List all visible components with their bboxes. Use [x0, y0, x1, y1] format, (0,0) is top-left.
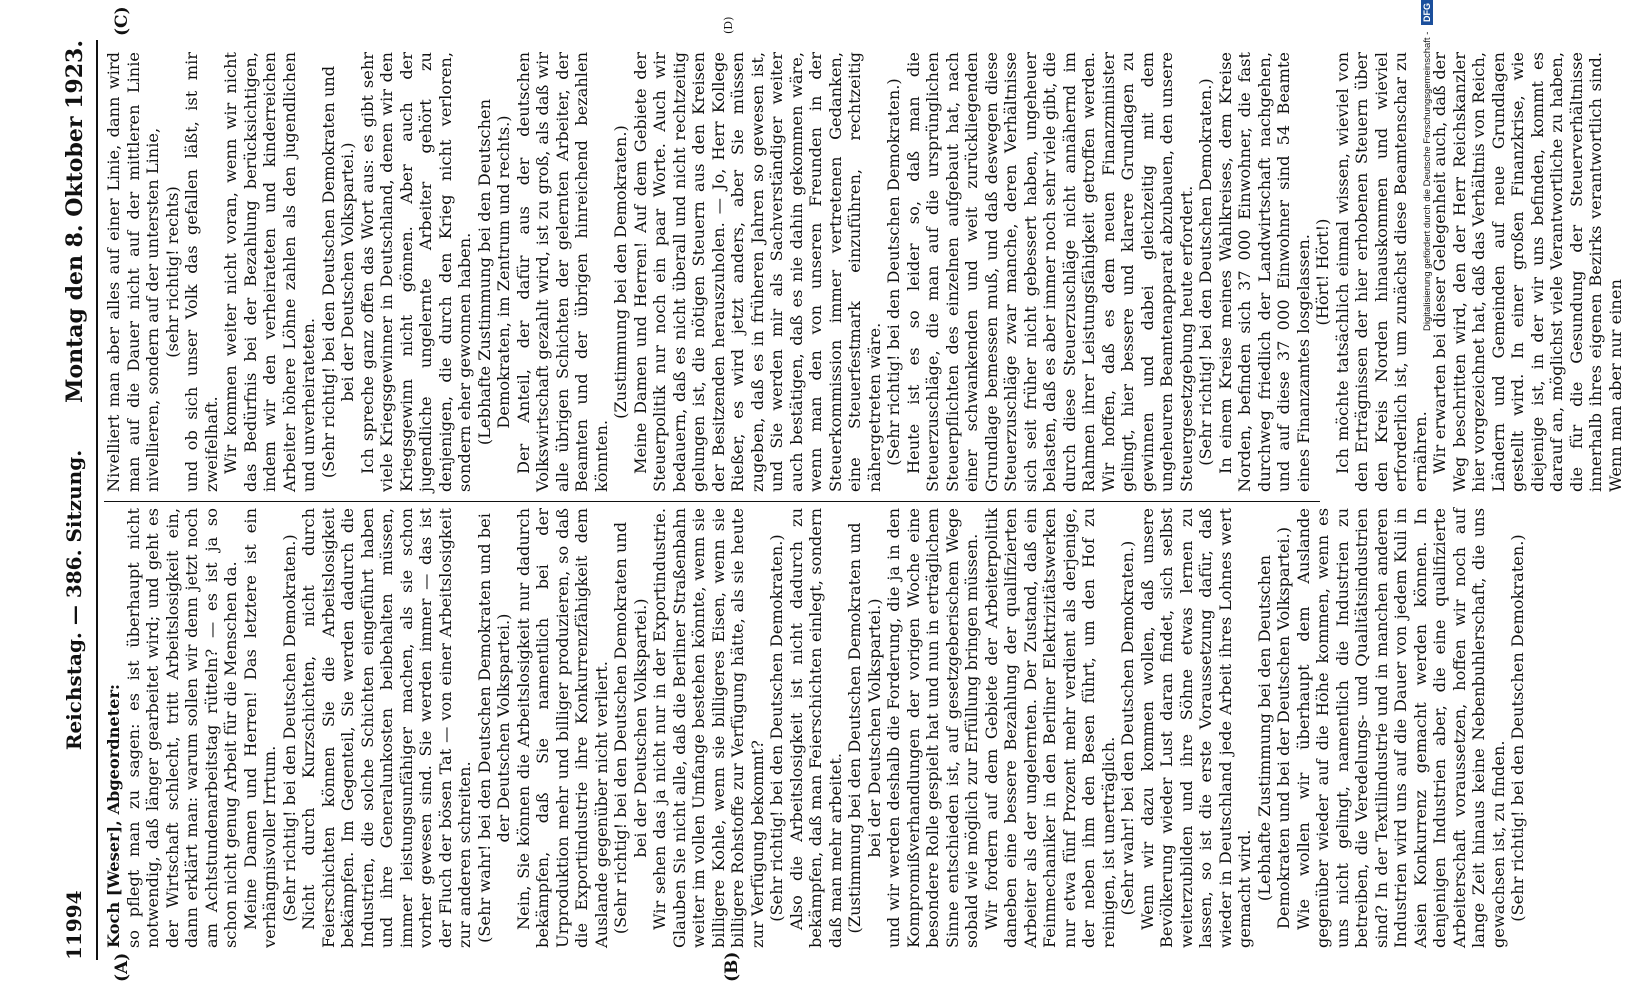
interjection: (Zustimmung bei den Deutschen Demokraten und bei der Deutschen Volkspartei.) — [845, 522, 884, 934]
credit-text: Digitalisierung gefördert durch die Deutsche Forschungsgemeinschaft - — [1422, 31, 1433, 332]
credit-line — [1420, 0, 1436, 994]
interjection: (Sehr wahr! bei den Deutschen Demokraten.) — [1118, 540, 1137, 916]
interjection: (Sehr richtig! bei den Deutschen Demokraten.) — [279, 534, 299, 922]
paragraph: Wir kommen weiter nicht voran, wenn wir nicht das Bedürfnis bei der Bezahlung berücksichtigen, indem wir den verheirateten und kinderreichen Arbeiter höhere Löhne zahlen als den jugendlichen und unverheirateten. — [221, 52, 318, 492]
paragraph: Wir fordern auf dem Gebiete der Arbeiterpolitik daneben eine bessere Bezahlung der qualifizierten Arbeiter als der ungelernten. Der Zustand, daß ein Feinmechaniker in den Berliner Elektrizitätswerken nur etwa fünf Prozent mehr verdient als derjenige, der neben ihm den Besen führt, um den Hof zu reinigen, ist unerträglich. — [981, 508, 1118, 948]
dfg-logo: DFG — [1421, 0, 1433, 25]
session-title: Reichstag. — 386. Sitzung. — [62, 449, 86, 751]
paragraph: Wir sehen das ja nicht nur in der Exportindustrie. Glauben Sie nicht alle, daß die Berliner Straßenbahn weiter im vollen Umfange bestehen könnte, wenn sie billigere Kohle, wenn sie billigeres Eisen, wenn sie billigere Rohstoffe zur Verfügung hätte, als sie heute zur Verfügung bekommt? — [650, 508, 767, 948]
left-column — [104, 508, 1527, 948]
interjection: (Sehr richtig! bei den Deutschen Demokraten.) — [1508, 534, 1527, 922]
column-divider — [104, 501, 1320, 502]
paragraph: Wie wollen wir überhaupt dem Auslande gegenüber wieder auf die Höhe kommen, wenn es uns nicht gelingt, namentlich die Industrien zu betreiben, die Veredelungs- und Qualitätsindustrien sind? In der Textilindustrie und in manchen anderen Industrien wird uns auf die Dauer von jedem Kuli in Asien Konkurrenz gemacht werden können. In denjenigen Industrien aber, die eine qualifizierte Arbeiterschaft voraussetzen, hoffen wir noch auf lange Zeit hinaus keine Nebenbuhlerschaft, die uns gewachsen ist, zu finden. — [1293, 508, 1508, 948]
paragraph: Meine Damen und Herren! Auf dem Gebiete der Steuerpolitik nur noch ein paar Worte. Auch wir bedauern, daß es nicht überall und nicht rechtzeitig gelungen ist, die nötigen Steuern aus den Kreisen der Besitzenden herauszuholen. — Jo, Herr Kollege Rießer, es wird jetzt anders, aber Sie müssen zugeben, daß es in früheren Jahren so gewesen ist, und Sie werden mir als Sachverständiger weiter auch bestätigen, daß es nie dahin gekommen wäre, wenn man den von unseren Freunden in der Steuerkommission immer vertretenen Gedanken, eine Steuerfestmark einzuführen, rechtzeitig nähergetreten wäre. — [630, 52, 884, 492]
paragraph: Meine Damen und Herren! Das letztere ist ein verhängnisvoller Irrtum. — [240, 508, 279, 948]
speaker-label — [104, 508, 124, 948]
interjection: (Sehr richtig! bei den Deutschen Demokraten.) — [1196, 78, 1215, 466]
paragraph: Der Anteil, der dafür aus der deutschen Volkswirtschaft gezahlt wird, ist zu groß, als daß wir alle übrigen Schichten der gelernten Arbeiter, der Beamten und der übrigen hinreichend bezahlen könnten. — [513, 52, 611, 492]
margin-letter-d: (D) — [722, 16, 735, 34]
paragraph: Nein, Sie können die Arbeitslosigkeit nur dadurch bekämpfen, daß Sie namentlich bei der Urproduktion mehr und billiger produzieren, so daß die Exportindustrie ihre Konkurrenzfähigkeit dem Auslande gegenüber nicht verliert. — [513, 508, 611, 948]
paragraph: Ich spreche ganz offen das Wort aus: es gibt sehr viele Kriegsgewinner in Deutschland, denen wir den Kriegsgewinn nicht gönnen. Aber auch der jugendliche ungelernte Arbeiter gehört zu denjenigen, die durch den Krieg nicht verloren, sondern eher gewonnen haben. — [357, 52, 474, 492]
interjection: (Hört! Hört!) — [1313, 218, 1332, 326]
interjection: (sehr richtig! rechts) — [162, 186, 182, 358]
page-header — [56, 40, 92, 960]
digitization-credit — [1418, 0, 1434, 1000]
paragraph: Heute ist es so leider so, daß man die Steuerzuschläge, die man auf die ursprünglichen Steuerpflichten des einzelnen aufgebaut hat, nach einer schwankenden und weit zurückliegenden Grundlage bemessen muß, und daß deswegen diese Steuerzuschläge zwar manche, deren Verhältnisse sich seit früher nicht gebessert haben, ungeheuer belasten, daß es aber immer noch sehr viele gibt, die durch diese Steuerzuschläge nicht annähernd im Rahmen ihrer Leistungsfähigkeit getroffen werden. Wir hoffen, daß es dem neuen Finanzminister gelingt, hier bessere und klarere Grundlagen zu gewinnen und dabei gleichzeitig mit dem ungeheuren Beamtenapparat abzubauen, den unsere Steuergesetzgebung heute erfordert. — [903, 52, 1196, 492]
session-date: Montag den 8. Oktober 1923. — [62, 40, 88, 403]
paragraph: Nicht durch Kurzschichten, nicht durch Feierschichten können Sie die Arbeitslosigkeit bekämpfen. Im Gegenteil, Sie werden dadurch die Industrien, die solche Schichten eingeführt haben und ihre Generalunkosten beibehalten müssen, immer leistungsunfähiger machen, als sie schon vorher gewesen sind. Sie werden immer — das ist der Fluch der bösen Tat — von einer Arbeitslosigkeit zur anderen schreiten. — [299, 508, 474, 948]
paragraph: In einem Kreise meines Wahlkreises, dem Kreise Norden, befinden sich 37 000 Einwohner, die fast durchweg friedlich der Landwirtschaft nachgehen, und auf diese 37 000 Einwohner sind 54 Beamte eines Finanzamtes losgelassen. — [1215, 52, 1313, 492]
interjection: (Sehr richtig! bei den Deutschen Demokraten und bei der Deutschen Volkspartei.) — [318, 65, 357, 479]
margin-letter-c: (C) — [112, 6, 132, 36]
interjection: (Zustimmung bei den Demokraten.) — [611, 125, 630, 419]
speaker-name: Koch [Weser], Abgeordneter: — [104, 684, 123, 948]
interjection: (Lebhafte Zustimmung bei den Deutschen Demokraten, im Zentrum und rechts.) — [474, 98, 513, 446]
margin-letter-b: (B) — [722, 951, 742, 982]
header-rule — [96, 40, 98, 960]
paragraph: Wir erwarten bei dieser Gelegenheit auch, daß der Weg beschritten wird, den der Herr Reichskanzler hier vorgezeichnet hat, daß das Verhältnis von Reich, Ländern und Gemeinden auf neue Grundlagen gestellt wird. In einer großen Finanzkrise, wie diejenige ist, in der wir uns befinden, kommt es darauf an, möglichst viele Verantwortliche zu haben, die für die Gesundung der Steuerverhältnisse innerhalb ihres eigenen Bezirks verantwortlich sind. Wenn man aber nur einen — [1430, 52, 1625, 492]
paragraph: Wenn wir dazu kommen wollen, daß unsere Bevölkerung wieder Lust daran findet, sich selbst weiterzubilden und ihre Söhne etwas lernen zu lassen, so ist die erste Voraussetzung dafür, daß wieder in Deutschland jede Arbeit ihres Lohnes wert gemacht wird. — [1137, 508, 1254, 948]
paragraph: Also die Arbeitslosigkeit ist nicht dadurch zu bekämpfen, daß man Feierschichten einlegt, sondern daß man mehr arbeitet. — [786, 508, 845, 948]
interjection: (Lebhafte Zustimmung bei den Deutschen Demokraten und bei der Deutschen Volkspartei.) — [1254, 526, 1293, 930]
paragraph: Nivelliert man aber alles auf einer Linie, dann wird man auf die Dauer nicht auf der mittleren Linie nivellieren, sondern auf der untersten Linie, — [104, 52, 162, 492]
page-number: 11994 — [62, 890, 86, 960]
paragraph: und wir werden deshalb die Forderung, die ja in den Kompromißverhandlungen der vorigen Woche eine besondere Rolle gespielt hat und nun in erträglichem Sinne entschieden ist, auf gesetzgeberischem Wege sobald wie möglich zur Erfüllung bringen müssen. — [884, 508, 981, 948]
interjection: (Sehr wahr! bei den Deutschen Demokraten und bei der Deutschen Volkspartei.) — [474, 513, 513, 943]
paragraph: Ich möchte tatsächlich einmal wissen, wieviel von den Erträgnissen der hier erhobenen Steuern über den Kreis Norden hinauskommen und wieviel erforderlich ist, um zunächst diese Beamtenschar zu ernähren. — [1332, 52, 1430, 492]
interjection: (Sehr richtig! bei den Deutschen Demokraten.) — [767, 534, 786, 922]
margin-letter-a: (A) — [112, 952, 132, 982]
interjection: (Sehr richtig! bei den Deutschen Demokraten und bei der Deutschen Volkspartei.) — [611, 521, 650, 935]
interjection: (Sehr richtig! bei den Deutschen Demokraten.) — [884, 78, 903, 466]
paragraph: und ob sich unser Volk das gefallen läßt, ist mir zweifelhaft. — [182, 52, 221, 492]
paragraph: so pflegt man zu sagen: es ist überhaupt nicht notwendig, daß länger gearbeitet wird; und geht es der Wirtschaft schlecht, tritt Arbeitslosigkeit ein, dann erklärt man: warum sollen wir denn jetzt noch am Achtstundenarbeitstag rütteln? — es ist ja so schon nicht genug Arbeit für die Menschen da. — [123, 508, 240, 948]
